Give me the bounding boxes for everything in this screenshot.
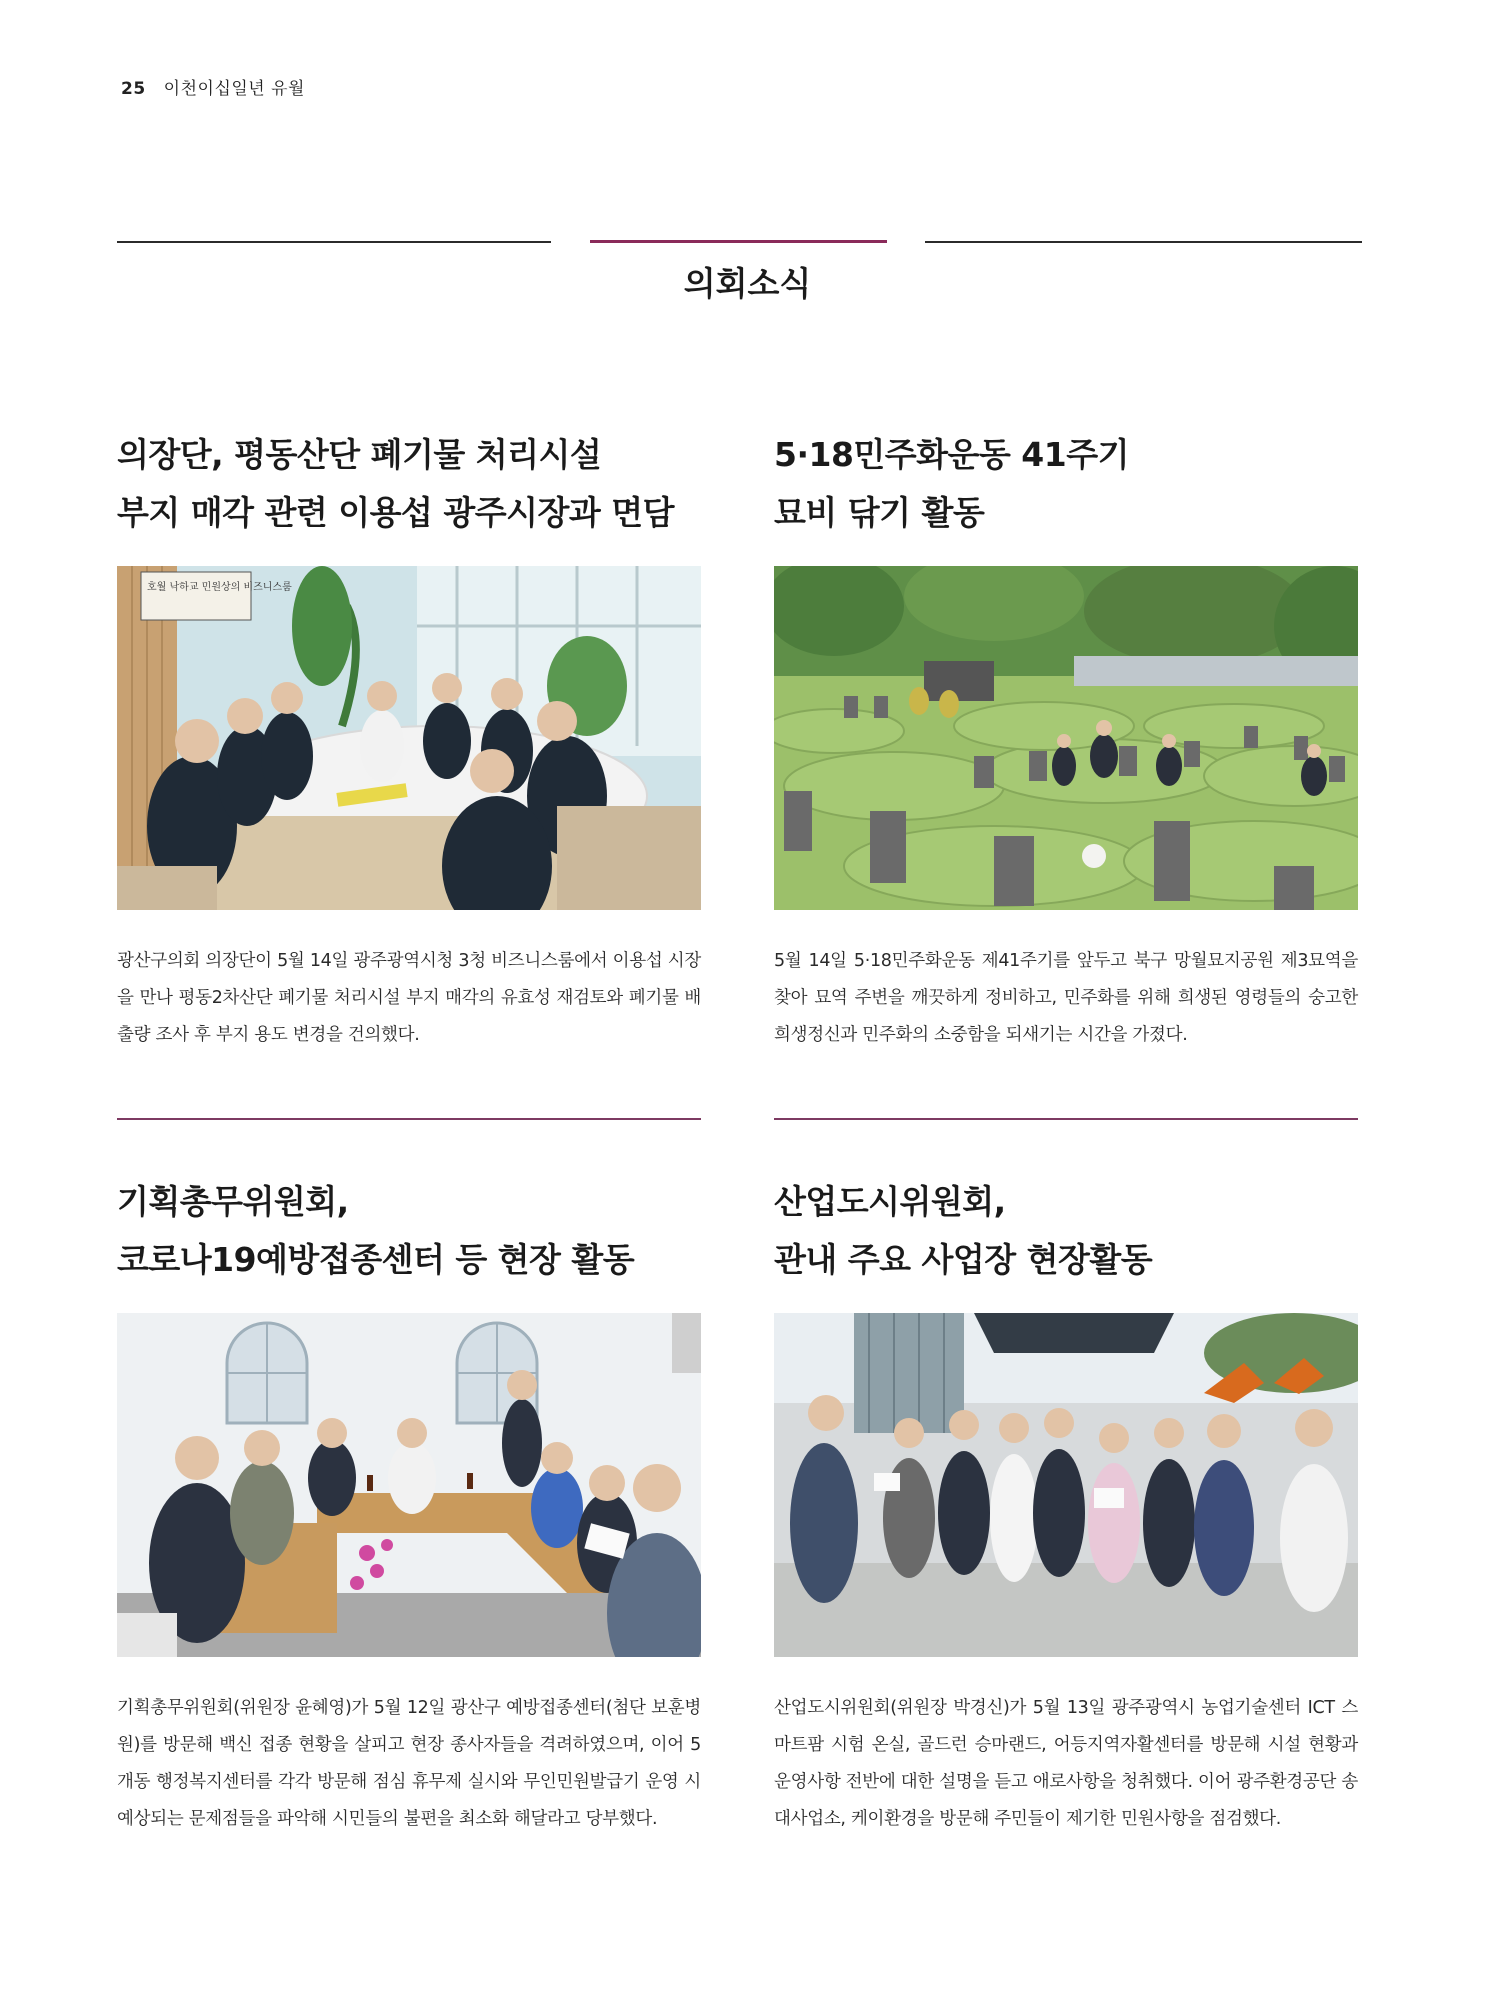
article-divider-left <box>117 1118 701 1120</box>
article-body: 5월 14일 5·18민주화운동 제41주기를 앞두고 북구 망월묘지공원 제3묘역을 찾아 묘역 주변을 깨끗하게 정비하고, 민주화를 위해 희생된 영령들의 숭고한 희생정신과 민주화의 소중함을 되새기는 시간을 가졌다. <box>774 951 1358 1045</box>
article-industry-committee <box>774 1173 1358 1838</box>
article-headline <box>774 426 1358 542</box>
header-rule-right <box>925 241 1362 243</box>
headline-line-1: 기획총무위원회, <box>117 1182 349 1221</box>
headline-line-2: 코로나19예방접종센터 등 현장 활동 <box>117 1240 635 1279</box>
article-photo-meeting-room <box>117 566 701 910</box>
headline-line-1: 의장단, 평동산단 폐기물 처리시설 <box>117 435 602 474</box>
article-headline <box>774 1173 1358 1289</box>
headline-line-2: 부지 매각 관련 이용섭 광주시장과 면담 <box>117 493 674 532</box>
article-photo-cemetery <box>774 566 1358 910</box>
article-planning-committee <box>117 1173 701 1838</box>
photo-sign-text: 호월 낙하교 민원상의 비즈니스룸 <box>147 582 292 593</box>
header-rule-center-accent <box>590 240 887 243</box>
article-photo-vaccination-center <box>117 1313 701 1657</box>
article-body: 광산구의회 의장단이 5월 14일 광주광역시청 3청 비즈니스룸에서 이용섭 시장을 만나 평동2차산단 폐기물 처리시설 부지 매각의 유효성 재검토와 폐기물 배출량 조사 후 부지 용도 변경을 건의했다. <box>117 951 701 1045</box>
page-number: 25 <box>121 79 146 99</box>
headline-line-1: 5·18민주화운동 41주기 <box>774 435 1129 474</box>
article-council-meeting <box>117 426 701 1054</box>
article-divider-right <box>774 1118 1358 1120</box>
headline-line-1: 산업도시위원회, <box>774 1182 1006 1221</box>
section-title: 의회소식 <box>683 264 812 303</box>
article-headline <box>117 1173 701 1289</box>
article-body: 기획총무위원회(위원장 윤혜영)가 5월 12일 광산구 예방접종센터(첨단 보훈병원)를 방문해 백신 접종 현황을 살피고 현장 종사자들을 격려하였으며, 이어 5개동 행정복지센터를 각각 방문해 점심 휴무제 실시와 무인민원발급기 운영 시 예상되는 문제점들을 파악해 시민들의 불편을 최소화 해달라고 당부했다. <box>117 1698 701 1829</box>
page-folio <box>121 74 305 99</box>
article-body: 산업도시위원회(위원장 박경신)가 5월 13일 광주광역시 농업기술센터 ICT 스마트팜 시험 온실, 골드런 승마랜드, 어등지역자활센터를 방문해 시설 현황과 운영사항 전반에 대한 설명을 듣고 애로사항을 청취했다. 이어 광주환경공단 송대사업소, 케이환경을 방문해 주민들이 제기한 민원사항을 점검했다. <box>774 1698 1358 1829</box>
article-photo-site-visit <box>774 1313 1358 1657</box>
headline-line-2: 관내 주요 사업장 현장활동 <box>774 1240 1153 1279</box>
publication-date: 이천이십일년 유월 <box>163 79 305 99</box>
article-headline <box>117 426 701 542</box>
headline-line-2: 묘비 닦기 활동 <box>774 493 985 532</box>
article-may18-memorial <box>774 426 1358 1054</box>
header-rule-left <box>117 241 551 243</box>
